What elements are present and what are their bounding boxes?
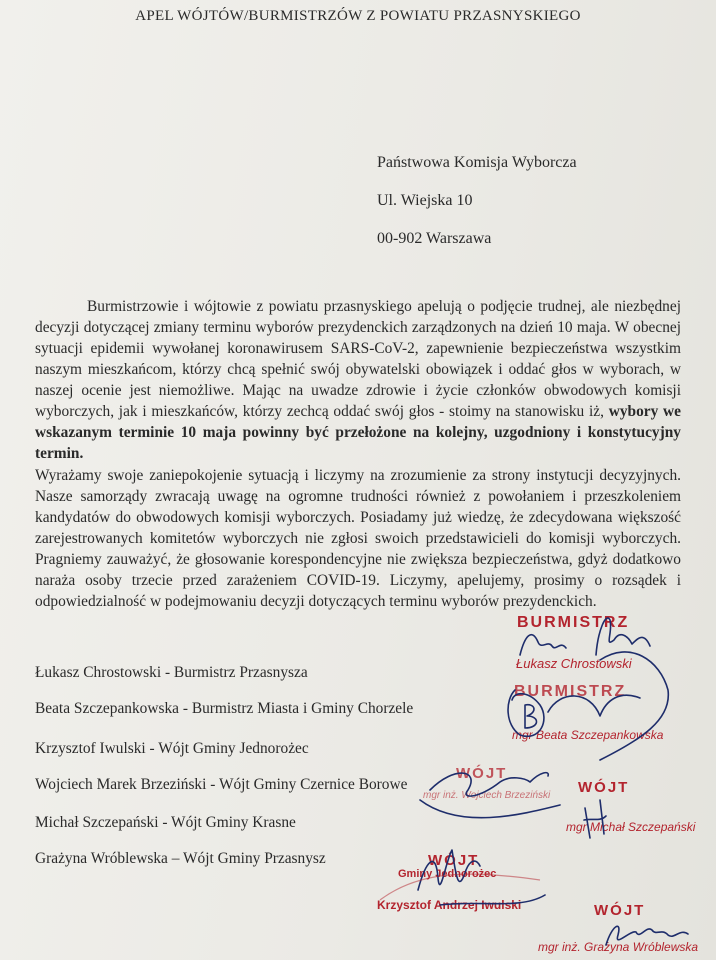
signature-iwulski [418,850,480,890]
document-title: APEL WÓJTÓW/BURMISTRZÓW Z POWIATU PRZASNYSKIEGO [135,8,581,24]
paragraph-2-text: Wyrażamy swoje zaniepokojenie sytuacją i liczymy na zrozumienie za strony instytucji decyzyjnych. Nasze samorządy zwracają uwagę na ogromne trudności również z powołaniem i przeszkoleniem kandydatów do obwodowych komisji wyborczych. Posiadamy już wiedzę, że zdecydowana większość zarejestrowanych komitetów wyborczych nie zgłosi swoich przedstawicieli do komisji wyborczych. Pragniemy zauważyć, że głosowanie korespondencyjne nie zwiększa bezpieczeństwa, gdyż dodatkowo naraża osoby trzecie przed zarażeniem COVID-19. Liczymy, apelujemy, prosimy o rozsądek i odpowiedzialność w podejmowaniu decyzji dotyczących terminu wyborów prezydenckich. [35,467,681,610]
stamp-wojt-4-name: mgr inż. Grażyna Wróblewska [538,940,699,954]
signature-brzezinski [430,773,548,796]
signatory-3: Krzysztof Iwulski - Wójt Gminy Jednorożec [35,740,309,757]
signatory-6: Grażyna Wróblewska – Wójt Gminy Przasnysz [35,850,326,867]
stamp-burmistrz-2-title: BURMISTRZ [514,683,627,700]
signature-chrostowski-2 [596,618,650,655]
stamp-wojt-3-name: Krzysztof Andrzej Iwulski [377,898,522,912]
stamp-smudge [380,874,540,900]
signature-szczepanski [584,800,606,838]
paragraph-1-text: Burmistrzowie i wójtowie z powiatu przasnyskiego apelują o podjęcie trudnej, ale niezbędnej decyzji dotyczącej zmiany terminu wyborów prezydenckich zarządzonych na dzień 10 maja. W obecnej sytuacji epidemii wywołanej koronawirusem SARS-CoV-2, zapewnienie bezpieczeństwa wszystkim naszym mieszkańcom, którzy chcą spełnić swój obywatelski obowiązek i oddać głos w wyborach, w naszej ocenie jest niemożliwe. Mając na uwadze zdrowie i życie członków obwodowych komisji wyborczych, jak i mieszkańców, którzy zechcą oddać swój głos - stoimy na stanowisku iż, [35,298,681,420]
recipient-city: 00-902 Warszawa [377,230,492,247]
signature-szczepankowska-loop [508,690,544,736]
stamp-wojt-2-title: WÓJT [578,779,630,796]
signatory-4: Wojciech Marek Brzeziński - Wójt Gminy Czernice Borowe [35,776,408,793]
stamp-burmistrz-name: Łukasz Chrostowski [516,656,632,671]
signature-brzezinski-line [420,800,560,818]
recipient-street: Ul. Wiejska 10 [377,192,473,209]
signature-chrostowski-1 [520,635,566,655]
signatory-2: Beata Szczepankowska - Burmistrz Miasta i Gminy Chorzele [35,700,414,717]
stamp-burmistrz-title: BURMISTRZ [517,614,630,631]
stamp-wojt-3-title: WÓJT [428,852,480,869]
signature-chrostowski-tail [600,652,668,760]
stamp-wojt-1-name: mgr inż. Wojciech Brzeziński [423,790,551,801]
stamp-burmistrz-2-name: mgr Beata Szczepankowska [512,728,664,742]
signature-wroblewska [606,926,688,945]
signature-szczepankowska-b [525,705,537,728]
stamp-wojt-4-title: WÓJT [594,902,646,919]
stamp-wojt-2-name: mgr Michał Szczepański [566,820,696,834]
stamp-wojt-1-title: WÓJT [456,765,508,782]
signatory-5: Michał Szczepański - Wójt Gminy Krasne [35,814,296,831]
stamp-wojt-3-sub: Gminy Jednorożec [398,868,497,880]
signature-szczepankowska-tail [548,695,640,716]
signatory-1: Łukasz Chrostowski - Burmistrz Przasnysza [35,664,308,681]
paragraph-1-bold: wybory we wskazanym terminie 10 maja powinny być przełożone na kolejny, uzgodniony i konstytucyjny termin. [35,403,681,462]
signature-iwulski-line [440,895,545,905]
recipient-name: Państwowa Komisja Wyborcza [377,154,577,171]
